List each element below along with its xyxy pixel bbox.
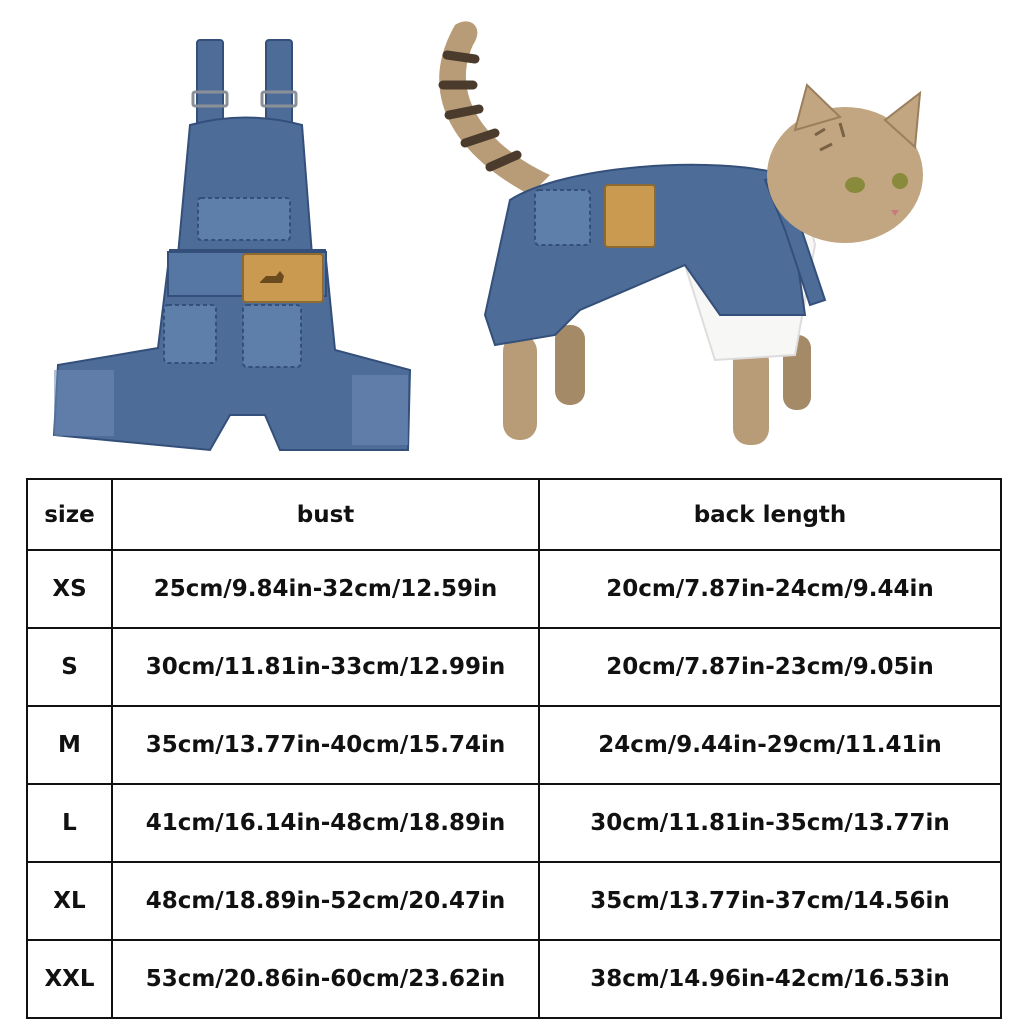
table-row (27, 940, 1001, 1018)
table-row (27, 706, 1001, 784)
bust-cell: 41cm/16.14in-48cm/18.89in (112, 784, 539, 862)
bust-cell: 53cm/20.86in-60cm/23.62in (112, 940, 539, 1018)
back-length-cell: 38cm/14.96in-42cm/16.53in (539, 940, 1001, 1018)
cat-front-leg-left (733, 345, 769, 445)
size-cell: S (27, 628, 112, 706)
back-length-cell: 30cm/11.81in-35cm/13.77in (539, 784, 1001, 862)
size-cell: M (27, 706, 112, 784)
cat-back-leg-right (555, 325, 585, 405)
size-chart-table (26, 478, 1002, 1019)
cuff-right (352, 375, 408, 445)
bust-cell: 35cm/13.77in-40cm/15.74in (112, 706, 539, 784)
back-length-cell: 20cm/7.87in-24cm/9.44in (539, 550, 1001, 628)
overalls-product-image (40, 30, 420, 470)
bust-cell: 48cm/18.89in-52cm/20.47in (112, 862, 539, 940)
table-header-row (27, 479, 1001, 550)
size-cell: XS (27, 550, 112, 628)
back-length-cell: 24cm/9.44in-29cm/11.41in (539, 706, 1001, 784)
table-row (27, 862, 1001, 940)
cat-overalls-pocket (535, 190, 590, 245)
header-size: size (27, 479, 112, 550)
front-pocket-left (164, 305, 216, 363)
back-length-cell: 35cm/13.77in-37cm/14.56in (539, 862, 1001, 940)
size-cell: L (27, 784, 112, 862)
bust-cell: 25cm/9.84in-32cm/12.59in (112, 550, 539, 628)
cat-wearing-overalls-image (415, 15, 975, 460)
cat-eye-right (892, 173, 908, 189)
cat-eye-left (845, 177, 865, 193)
bib-pocket (198, 198, 290, 240)
header-bust: bust (112, 479, 539, 550)
size-cell: XL (27, 862, 112, 940)
front-pocket-right (243, 305, 301, 367)
back-length-cell: 20cm/7.87in-23cm/9.05in (539, 628, 1001, 706)
cat-back-leg-left (503, 335, 537, 440)
table-row (27, 550, 1001, 628)
cuff-left (54, 370, 114, 436)
table-row (27, 784, 1001, 862)
bust-cell: 30cm/11.81in-33cm/12.99in (112, 628, 539, 706)
header-back-length: back length (539, 479, 1001, 550)
size-cell: XXL (27, 940, 112, 1018)
table-row (27, 628, 1001, 706)
cat-leather-patch (605, 185, 655, 247)
